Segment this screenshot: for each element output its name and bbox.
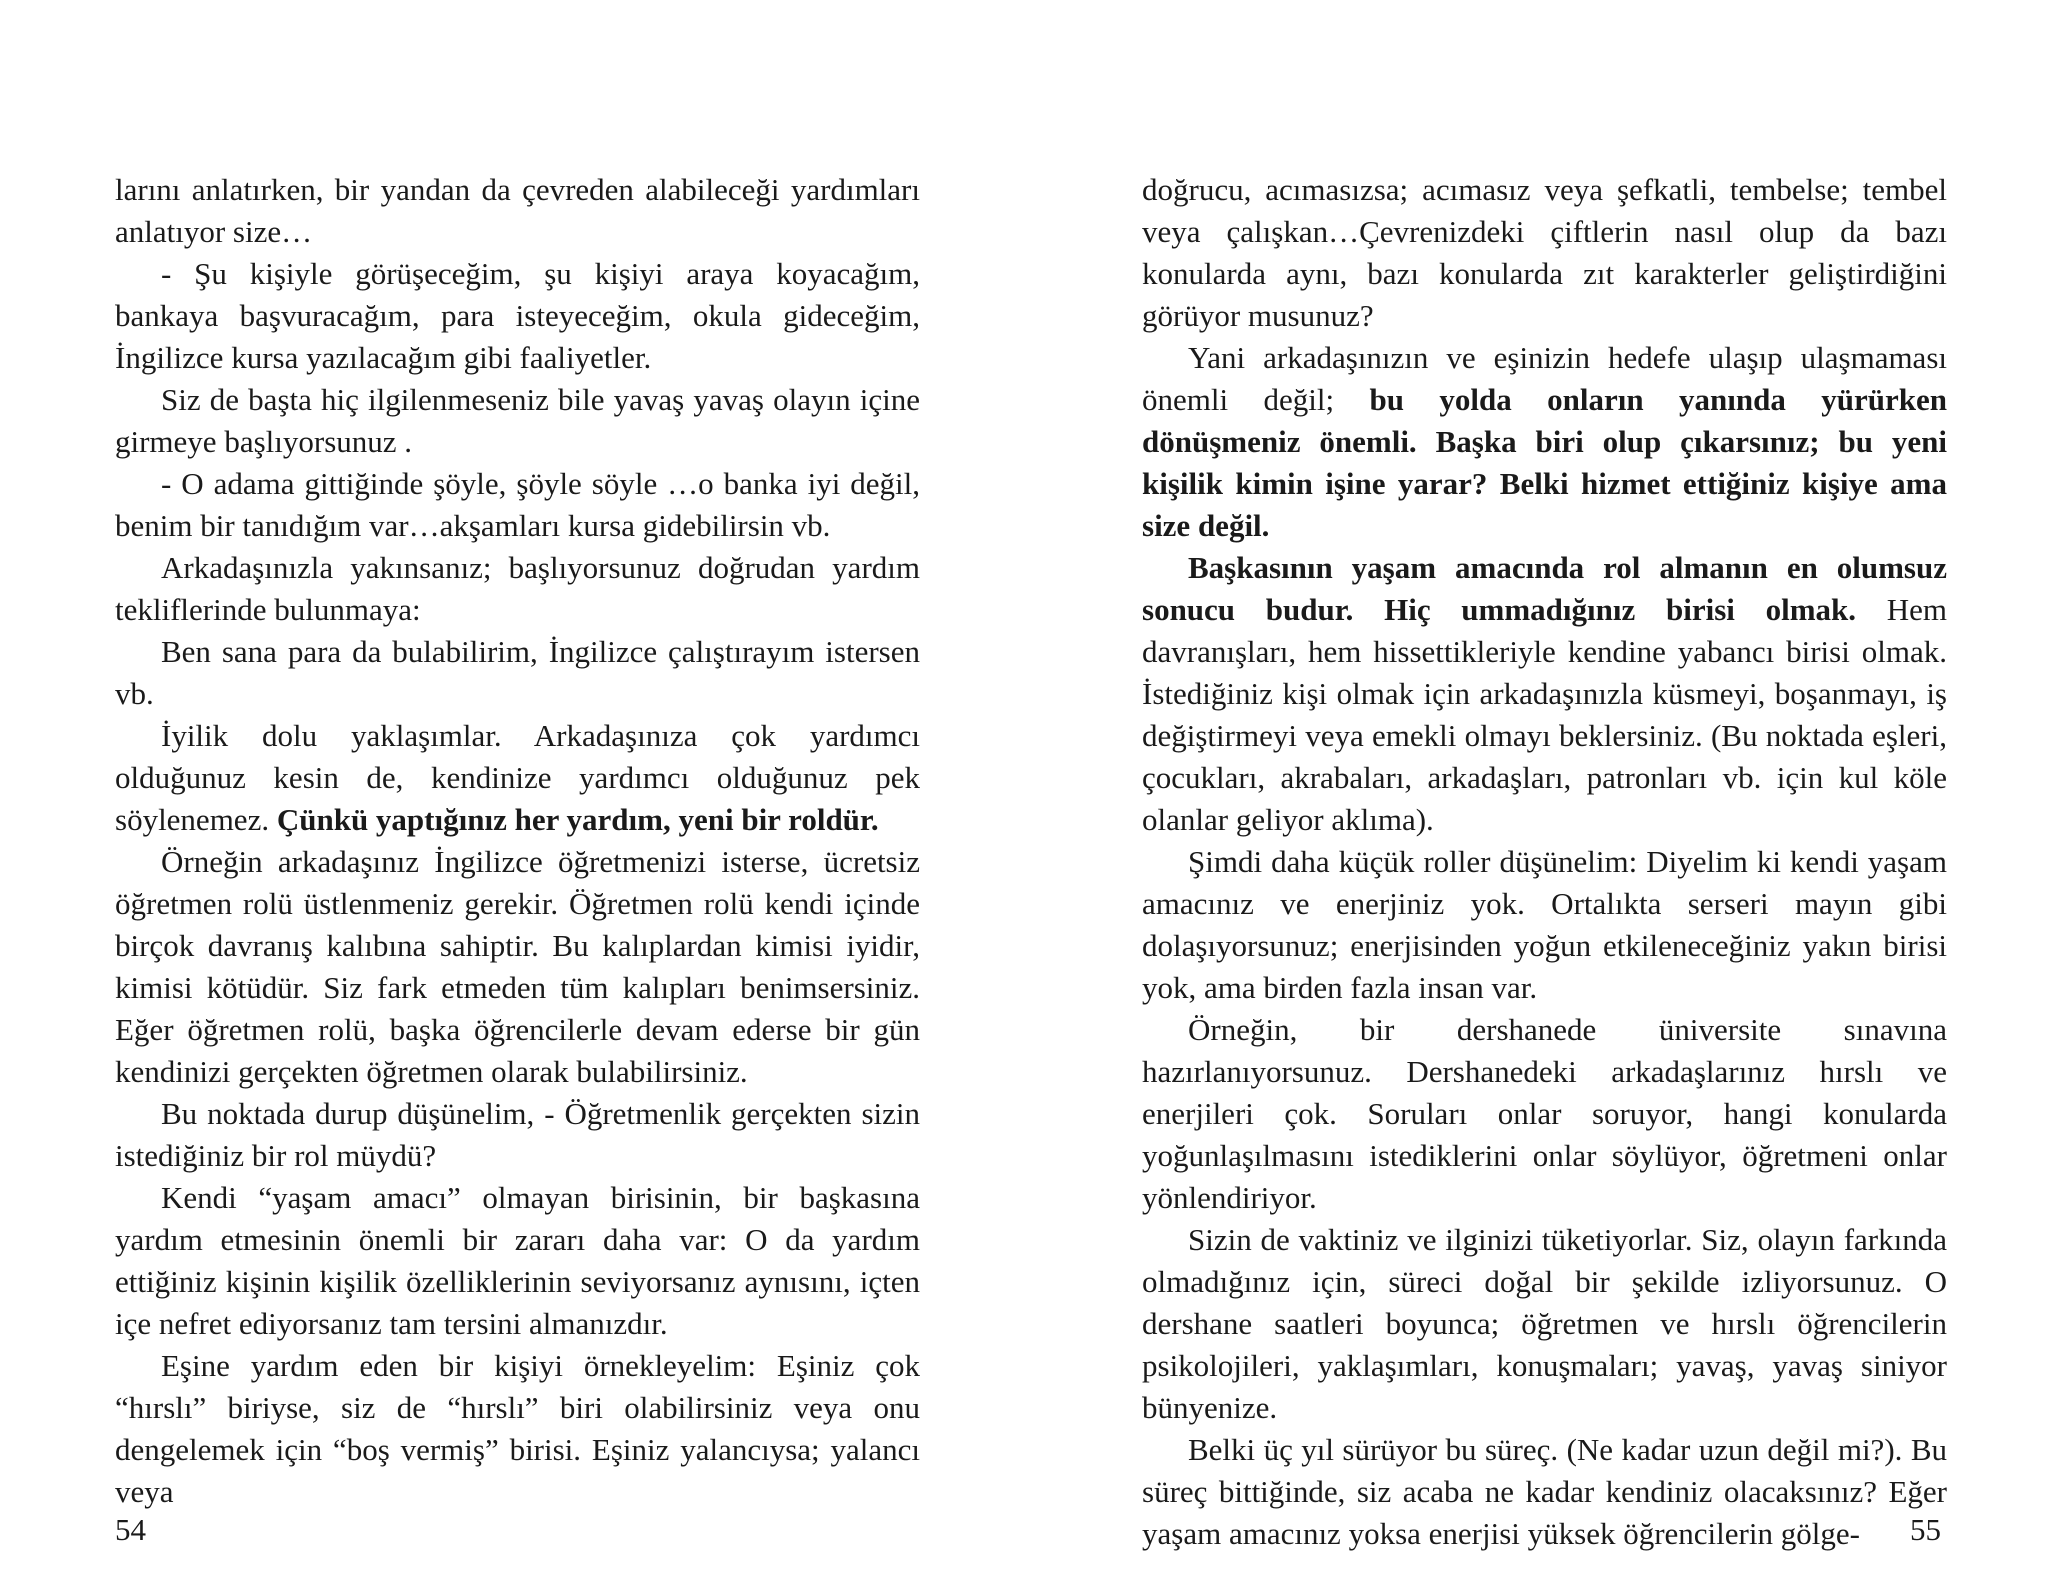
paragraph: Arkadaşınızla yakınsanız; başlıyorsunuz doğrudan yardım tekliflerinde bulunmaya: (115, 550, 920, 627)
paragraph: Sizin de vaktiniz ve ilginizi tüketiyorlar. Siz, olayın farkında olmadığınız için, süreci doğal bir şekilde izliyorsunuz. O dershane saatleri boyunca; öğretmen ve hırslı öğrencilerin psikolojileri, yaklaşımları, konuşmaları; yavaş, yavaş siniyor bünyenize. (1142, 1222, 1947, 1425)
paragraph (115, 715, 920, 841)
paragraph: Örneğin arkadaşınız İngilizce öğretmenizi isterse, ücretsiz öğretmen rolü üstlenmeniz gerekir. Öğretmen rolü kendi içinde birçok davranış kalıbına sahiptir. Bu kalıplardan kimisi iyidir, kimisi kötüdür. Siz fark etmeden tüm kalıpları benimsersiniz. Eğer öğretmen rolü, başka öğrencilerle devam ederse bir gün kendinizi gerçekten öğretmen olarak bulabilirsiniz. (115, 844, 920, 1089)
paragraph: larını anlatırken, bir yandan da çevreden alabileceği yardımları anlatıyor size… (115, 172, 920, 249)
bold-sentence: Çünkü yaptığınız her yardım, yeni bir roldür. (276, 802, 879, 837)
paragraph: Şimdi daha küçük roller düşünelim: Diyelim ki kendi yaşam amacınız ve enerjiniz yok. Ortalıkta serseri mayın gibi dolaşıyorsunuz; enerjisinden yoğun etkileneceğiniz yakın birisi yok, ama birden fazla insan var. (1142, 844, 1947, 1005)
paragraph: Siz de başta hiç ilgilenmeseniz bile yavaş yavaş olayın içine girmeye başlıyorsunuz . (115, 382, 920, 459)
left-page (115, 169, 920, 1549)
paragraph: Belki üç yıl sürüyor bu süreç. (Ne kadar uzun değil mi?). Bu süreç bittiğinde, siz acaba ne kadar kendiniz olacaksınız? Eğer yaşam amacınız yoksa enerjisi yüksek öğrencilerin gölge- (1142, 1432, 1947, 1551)
paragraph-text: İyilik dolu yaklaşımlar. Arkadaşınıza çok yardımcı olduğunuz kesin de, kendinize yardımcı olduğunuz pek söylenemez. (115, 718, 920, 837)
bold-sentence: Başkasının yaşam amacında rol almanın en olumsuz sonucu budur. Hiç ummadığınız birisi olmak. (1142, 550, 1947, 627)
paragraph (1142, 337, 1947, 547)
paragraph: - Şu kişiyle görüşeceğim, şu kişiyi araya koyacağım, bankaya başvuracağım, para isteyeceğim, okula gideceğim, İngilizce kursa yazılacağım gibi faaliyetler. (115, 256, 920, 375)
paragraph: Kendi “yaşam amacı” olmayan birisinin, bir başkasına yardım etmesinin önemli bir zararı daha var: O da yardım ettiğiniz kişinin kişilik özelliklerinin seviyorsanız aynısını, içten içe nefret ediyorsanız tam tersini almanızdır. (115, 1180, 920, 1341)
page-number: 55 (1910, 1512, 1941, 1547)
page-number: 54 (115, 1512, 146, 1547)
paragraph: Ben sana para da bulabilirim, İngilizce çalıştırayım istersen vb. (115, 634, 920, 711)
paragraph-text: Hem davranışları, hem hissettikleriyle kendine yabancı birisi olmak. İstediğiniz kişi olmak için arkadaşınızla küsmeyi, boşanmayı, iş değiştirmeyi veya emekli olmayı beklersiniz. (Bu noktada eşleri, çocukları, akrabaları, arkadaşları, patronları vb. için kul köle olanlar geliyor aklıma). (1142, 592, 1948, 837)
paragraph: doğrucu, acımasızsa; acımasız veya şefkatli, tembelse; tembel veya çalışkan…Çevrenizdeki çiftlerin nasıl olup da bazı konularda aynı, bazı konularda zıt karakterler geliştirdiğini görüyor musunuz? (1142, 172, 1947, 333)
paragraph: - O adama gittiğinde şöyle, şöyle söyle …o banka iyi değil, benim bir tanıdığım var…akşamları kursa gidebilirsin vb. (115, 466, 920, 543)
left-page-text (115, 169, 920, 1513)
bold-sentence: bu yolda onların yanında yürürken dönüşmeniz önemli. Başka biri olup çıkarsınız; bu yeni kişilik kimin işine yarar? Belki hizmet ettiğiniz kişiye ama size değil. (1142, 382, 1947, 543)
right-page (1142, 169, 1947, 1549)
paragraph-text: Yani arkadaşınızın ve eşinizin hedefe ulaşıp ulaşmaması önemli değil; (1142, 340, 1947, 417)
paragraph: Eşine yardım eden bir kişiyi örnekleyelim: Eşiniz çok “hırslı” biriyse, siz de “hırslı” biri olabilirsiniz veya onu dengelemek için “boş vermiş” birisi. Eşiniz yalancıysa; yalancı veya (115, 1348, 920, 1509)
paragraph: Örneğin, bir dershanede üniversite sınavına hazırlanıyorsunuz. Dershanedeki arkadaşlarınız hırslı ve enerjileri çok. Soruları onlar soruyor, hangi konularda yoğunlaşılmasını istediklerini onlar söylüyor, öğretmeni onlar yönlendiriyor. (1142, 1012, 1947, 1215)
paragraph (1142, 547, 1947, 841)
right-page-text (1142, 169, 1947, 1555)
paragraph: Bu noktada durup düşünelim, - Öğretmenlik gerçekten sizin istediğiniz bir rol müydü? (115, 1096, 920, 1173)
